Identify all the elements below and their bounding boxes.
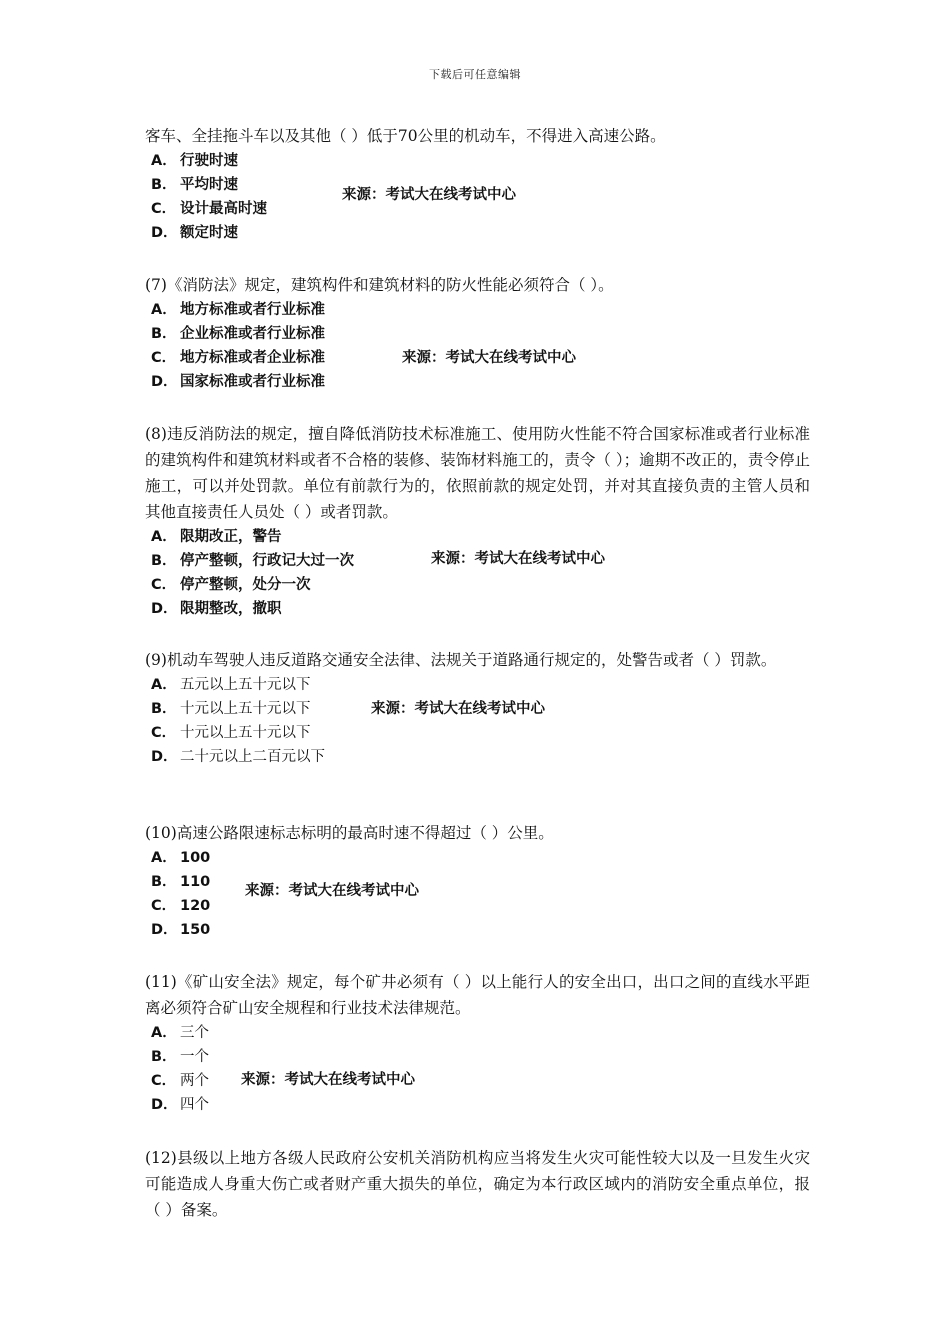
option-d: D． 限期整改，撤职 [151,601,282,617]
option-c: C． 120 [151,898,211,914]
option-c: C． 地方标准或者企业标准 [151,350,325,366]
option-c: C． 设计最高时速 [151,201,267,217]
option-b: B． 平均时速 [151,177,238,193]
source-label: 来源：考试大在线考试中心 [241,1072,415,1088]
option-list [145,846,810,942]
option-a: A． 限期改正，警告 [151,529,282,545]
source-label: 来源：考试大在线考试中心 [431,551,605,567]
option-b: B． 停产整顿，行政记大过一次 [151,553,354,569]
option-d: D． 额定时速 [151,225,238,241]
option-b: B． 一个 [151,1049,209,1065]
question-block [145,820,810,942]
question-stem: (10)高速公路限速标志标明的最高时速不得超过（ ）公里。 [145,824,554,842]
question-stem: (7)《消防法》规定，建筑构件和建筑材料的防火性能必须符合（ ）。 [145,276,614,294]
question-block [145,272,810,394]
source-label: 来源：考试大在线考试中心 [342,187,516,203]
option-list [145,149,810,245]
option-b: B． 十元以上五十元以下 [151,701,311,717]
option-b: B． 110 [151,874,211,890]
option-a: A． 五元以上五十元以下 [151,677,311,693]
question-block [145,421,810,621]
question-block [145,647,810,769]
option-d: D． 四个 [151,1097,209,1113]
question-stem: (12)县级以上地方各级人民政府公安机关消防机构应当将发生火灾可能性较大以及一旦发生火灾可能造成人身重大伤亡或者财产重大损失的单位，确定为本行政区域内的消防安全重点单位，报（ ）备案。 [145,1149,810,1219]
question-block [145,969,810,1117]
option-list [145,525,810,621]
option-d: D． 二十元以上二百元以下 [151,749,325,765]
question-block [145,1145,810,1223]
question-block [145,123,810,245]
option-a: A． 三个 [151,1025,209,1041]
option-list [145,1021,810,1117]
option-a: A． 行驶时速 [151,153,238,169]
option-b: B． 企业标准或者行业标准 [151,326,325,342]
source-label: 来源：考试大在线考试中心 [245,883,419,899]
option-a: A． 100 [151,850,211,866]
source-label: 来源：考试大在线考试中心 [371,701,545,717]
question-stem: 客车、全挂拖斗车以及其他（ ）低于70公里的机动车，不得进入高速公路。 [145,127,666,145]
option-c: C． 停产整顿，处分一次 [151,577,311,593]
source-label: 来源：考试大在线考试中心 [402,350,576,366]
question-stem: (8)违反消防法的规定，擅自降低消防技术标准施工、使用防火性能不符合国家标准或者行业标准的建筑构件和建筑材料或者不合格的装修、装饰材料施工的，责令（ ）；逾期不改正的，责令停止施工，可以并处罚款。单位有前款行为的，依照前款的规定处罚，并对其直接负责的主管人员和其他直接责任人员处（ ）或者罚款。 [145,425,810,521]
option-list [145,298,810,394]
option-c: C． 两个 [151,1073,209,1089]
question-stem: (9)机动车驾驶人违反道路交通安全法律、法规关于道路通行规定的，处警告或者（ ）罚款。 [145,651,777,669]
option-d: D． 150 [151,922,211,938]
option-list [145,673,810,769]
option-d: D． 国家标准或者行业标准 [151,374,325,390]
page-header: 下载后可任意编辑 [429,68,521,81]
question-stem: (11)《矿山安全法》规定，每个矿井必须有（ ）以上能行人的安全出口，出口之间的直线水平距离必须符合矿山安全规程和行业技术法律规范。 [145,973,810,1017]
option-a: A． 地方标准或者行业标准 [151,302,325,318]
option-c: C． 十元以上五十元以下 [151,725,311,741]
